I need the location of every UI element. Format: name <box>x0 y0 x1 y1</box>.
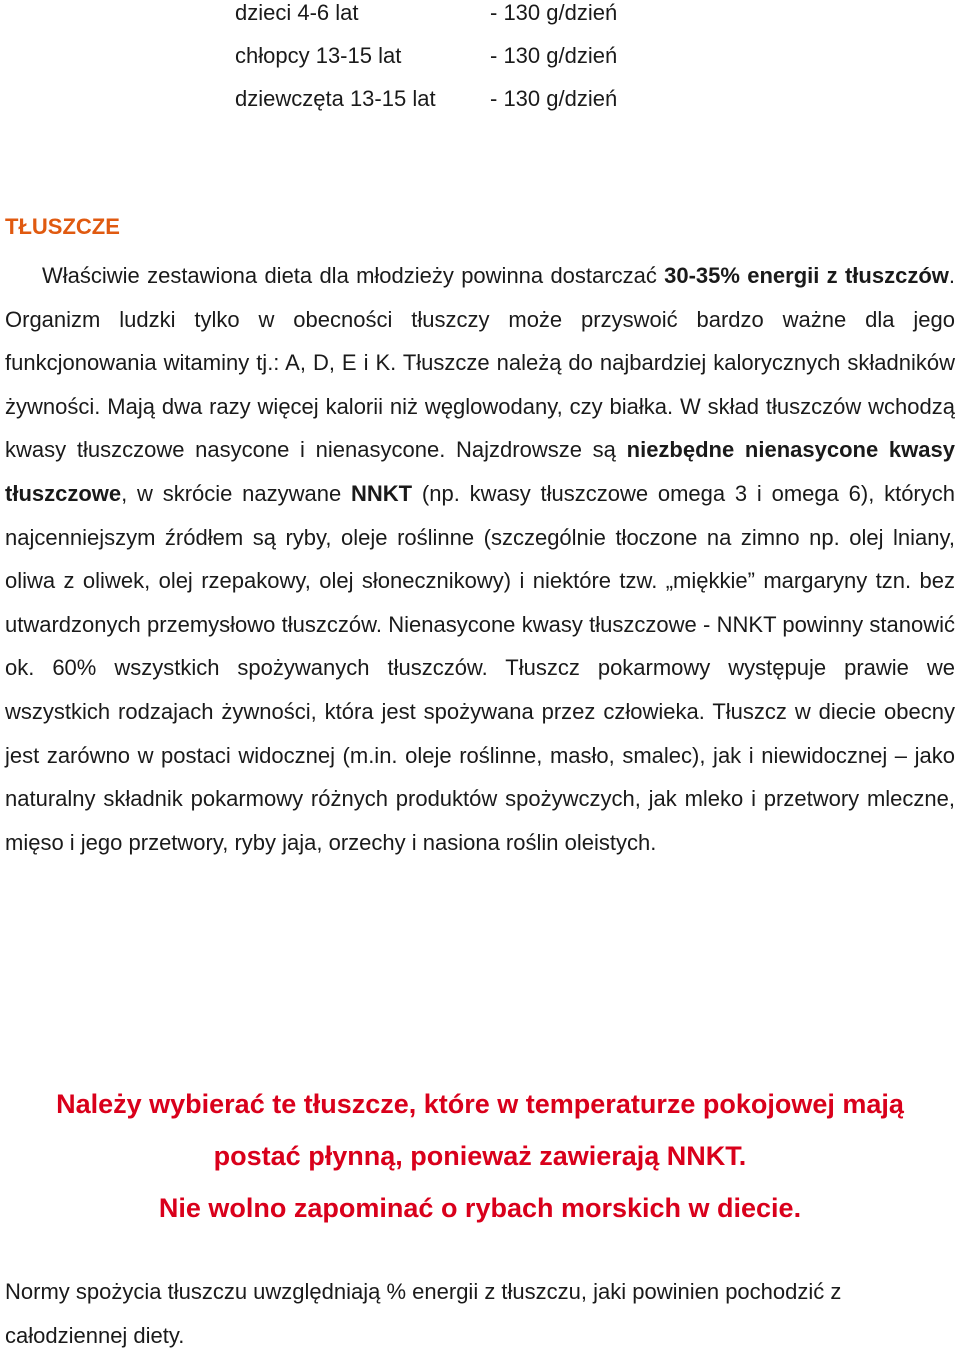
norms-paragraph: Normy spożycia tłuszczu uwzględniają % energii z tłuszczu, jaki powinien pochodzić z całodziennej diety. <box>5 1279 842 1348</box>
body-bold-1: 30-35% energii z tłuszczów <box>664 263 949 288</box>
intake-amount: - 130 g/dzień <box>490 43 618 68</box>
intake-group: dziewczęta 13-15 lat <box>235 86 436 111</box>
body-text-2: . Organizm ludzki tylko w obecności tłuszczy może przyswoić bardzo ważne dla jego funkcjonowania witaminy tj.: A, D, E i K. Tłuszcze należą do najbardziej kalorycznych składników żywności. Mają dwa razy więcej kalorii niż węglowodany, czy białka. W skład tłuszczów wchodzą kwasy tłuszczowe nasycone i nienasycone. Najzdrowsze są <box>5 263 955 463</box>
intake-group: chłopcy 13-15 lat <box>235 43 402 68</box>
body-paragraph <box>5 254 955 864</box>
warning-line-3: Nie wolno zapominać o rybach morskich w diecie. <box>158 1193 802 1223</box>
intake-amount: - 130 g/dzień <box>490 0 618 25</box>
intake-amount: - 130 g/dzień <box>490 86 618 111</box>
body-bold-2: niezbędne nienasycone kwasy tłuszczowe <box>5 437 955 506</box>
body-text-4: (np. kwasy tłuszczowe omega 3 i omega 6), których najcenniejszym źródłem są ryby, oleje roślinne (szczególnie tłoczone na zimno np. olej lniany, oliwa z oliwek, olej rzepakowy, olej słonecznikowy) i niektóre tzw. „miękkie” margaryny tzn. bez utwardzonych przemysłowo tłuszczów. Nienasycone kwasy tłuszczowe - NNKT powinny stanowić ok. 60% wszystkich spożywanych tłuszczów. Tłuszcz pokarmowy występuje prawie we wszystkich rodzajach żywności, która jest spożywana przez człowieka. Tłuszcz w diecie obecny jest zarówno w postaci widocznej (m.in. oleje roślinne, masło, smalec), jak i niewidocznej – jako naturalny składnik pokarmowy różnych produktów spożywczych, jak mleko i przetwory mleczne, mięso i jego przetwory, ryby jaja, orzechy i nasiona roślin oleistych. <box>5 480 955 855</box>
body-bold-3: NNKT <box>351 480 413 506</box>
body-text-1: Właściwie zestawiona dieta dla młodzieży powinna dostarczać <box>42 263 665 288</box>
warning-line-2: postać płynną, ponieważ zawierają NNKT. <box>213 1141 747 1171</box>
warning-box <box>0 1078 960 1234</box>
intake-group: dzieci 4-6 lat <box>235 0 359 25</box>
body-text-3: , w skrócie nazywane <box>121 480 352 506</box>
section-title: TŁUSZCZE <box>5 214 120 239</box>
warning-line-1: Należy wybierać te tłuszcze, które w temperaturze pokojowej mają <box>56 1089 904 1119</box>
